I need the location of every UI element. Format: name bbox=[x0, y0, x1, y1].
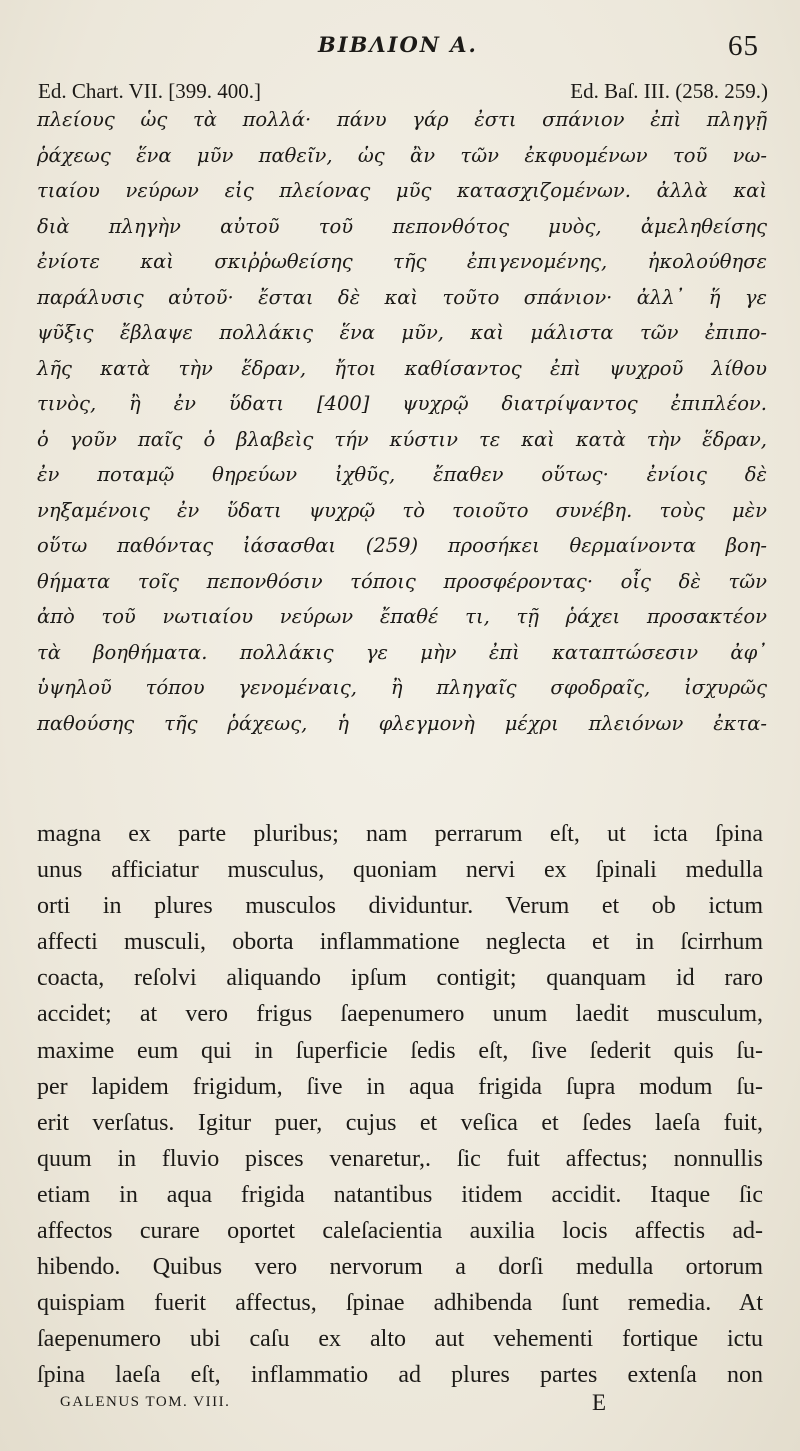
greek-text-line: διὰ πληγὴν αὐτοῦ τοῦ πεπονθότος μυὸς, ἀμεληθείσης bbox=[37, 214, 767, 238]
latin-text-line: quum in fluvio pisces venaretur,. ſic fuit affectus; nonnullis bbox=[37, 1145, 763, 1172]
latin-text-line: erit verſatus. Igitur puer, cujus et veſica et ſedes laeſa fuit, bbox=[37, 1109, 763, 1136]
edition-reference-line bbox=[38, 79, 768, 103]
greek-text-block bbox=[37, 102, 767, 741]
greek-text-line: νηξαμένοις ἐν ὕδατι ψυχρῷ τὸ τοιοῦτο συνέβη. τοὺς μὲν bbox=[37, 498, 767, 522]
latin-text-line: ſpina laeſa eſt, inflammatio ad plures partes extenſa non bbox=[37, 1362, 763, 1389]
latin-text-line: per lapidem frigidum, ſive in aqua frigida ſupra modum ſu- bbox=[37, 1073, 763, 1100]
running-head bbox=[0, 30, 800, 64]
greek-text-line: παράλυσις αὐτοῦ· ἔσται δὲ καὶ τοῦτο σπάνιον· ἀλλ᾽ ἥ γε bbox=[37, 285, 767, 309]
latin-text-line: hibendo. Quibus vero nervorum a dorſi medulla ortorum bbox=[37, 1254, 763, 1281]
greek-text-line: ἐνίοτε καὶ σκιῤῥωθείσης τῆς ἐπιγενομένης, ἠκολούθησε bbox=[37, 250, 767, 273]
greek-text-line: ῥάχεως ἕνα μῦν παθεῖν, ὡς ἂν τῶν ἐκφυομένων τοῦ νω- bbox=[37, 143, 767, 167]
running-title: BIBΛΙΟΝ Α. bbox=[318, 32, 478, 57]
greek-text-line: ἐν ποταμῷ θηρεύων ἰχθῦς, ἔπαθεν οὕτως· ἐνίοις δὲ bbox=[37, 463, 767, 486]
greek-text-line: ὑψηλοῦ τόπου γενομέναις, ἢ πληγαῖς σφοδραῖς, ἰσχυρῶς bbox=[37, 676, 767, 699]
latin-text-line: quispiam fuerit affectus, ſpinae adhibenda ſunt remedia. At bbox=[37, 1290, 763, 1317]
latin-text-line: affecti musculi, oborta inflammatione neglecta et in ſcirrhum bbox=[37, 929, 763, 956]
page-footer bbox=[0, 1390, 800, 1420]
greek-text-line: οὕτω παθόντας ἰάσασθαι (259) προσήκει θερμαίνοντα βοη- bbox=[37, 534, 767, 557]
latin-text-line: unus afficiatur musculus, quoniam nervi ex ſpinali medulla bbox=[37, 857, 763, 884]
latin-text-line: etiam in aqua frigida natantibus itidem accidit. Itaque ſic bbox=[37, 1181, 763, 1208]
latin-text-block bbox=[37, 816, 763, 1394]
greek-text-line: τιαίου νεύρων εἰς πλείονας μῦς κατασχιζομένων. ἀλλὰ καὶ bbox=[37, 179, 767, 202]
greek-text-line: τὰ βοηθήματα. πολλάκις γε μὴν ἐπὶ καταπτώσεσιν ἀφ᾽ bbox=[37, 640, 767, 664]
greek-text-line: ἀπὸ τοῦ νωτιαίου νεύρων ἔπαθέ τι, τῇ ῥάχει προσακτέον bbox=[37, 605, 767, 628]
page-number: 65 bbox=[728, 30, 759, 62]
latin-text-line: affectos curare oportet caleſacientia auxilia locis affectis ad- bbox=[37, 1218, 763, 1245]
latin-text-line: accidet; at vero frigus ſaepenumero unum laedit musculum, bbox=[37, 1001, 763, 1028]
edition-reference-chartier: Ed. Chart. VII. [399. 400.] bbox=[38, 79, 261, 103]
greek-text-line: ὁ γοῦν παῖς ὁ βλαβεὶς τήν κύστιν τε καὶ κατὰ τὴν ἕδραν, bbox=[37, 427, 767, 451]
greek-text-line: τινὸς, ἢ ἐν ὕδατι [400] ψυχρῷ διατρίψαντος ἐπιπλέον. bbox=[37, 392, 767, 415]
latin-text-line: magna ex parte pluribus; nam perrarum eſt, ut icta ſpina bbox=[37, 821, 763, 847]
greek-text-line: θήματα τοῖς πεπονθόσιν τόποις προσφέροντας· οἷς δὲ τῶν bbox=[37, 569, 767, 593]
latin-text-line: orti in plures musculos dividuntur. Verum et ob ictum bbox=[37, 893, 763, 920]
latin-text-line: ſaepenumero ubi caſu ex alto aut vehementi fortique ictu bbox=[37, 1326, 763, 1353]
edition-reference-basel: Ed. Baſ. III. (258. 259.) bbox=[570, 79, 768, 103]
latin-text-line: maxime eum qui in ſuperficie ſedis eſt, ſive ſederit quis ſu- bbox=[37, 1037, 763, 1064]
greek-text-line: πλείους ὡς τὰ πολλά· πάνυ γάρ ἐστι σπάνιον ἐπὶ πληγῇ bbox=[37, 108, 767, 131]
greek-text-line: παθούσης τῆς ῥάχεως, ἡ φλεγμονὴ μέχρι πλειόνων ἐκτα- bbox=[37, 711, 767, 735]
latin-text-line: coacta, reſolvi aliquando ipſum contigit; quanquam id raro bbox=[37, 965, 763, 992]
volume-signature: GALENUS TOM. VIII. bbox=[60, 1394, 231, 1410]
signature-mark: E bbox=[592, 1390, 607, 1415]
greek-text-line: ψῦξις ἔβλαψε πολλάκις ἕνα μῦν, καὶ μάλιστα τῶν ἐπιπο- bbox=[37, 321, 767, 344]
greek-text-line: λῆς κατὰ τὴν ἕδραν, ἤτοι καθίσαντος ἐπὶ ψυχροῦ λίθου bbox=[37, 356, 767, 380]
